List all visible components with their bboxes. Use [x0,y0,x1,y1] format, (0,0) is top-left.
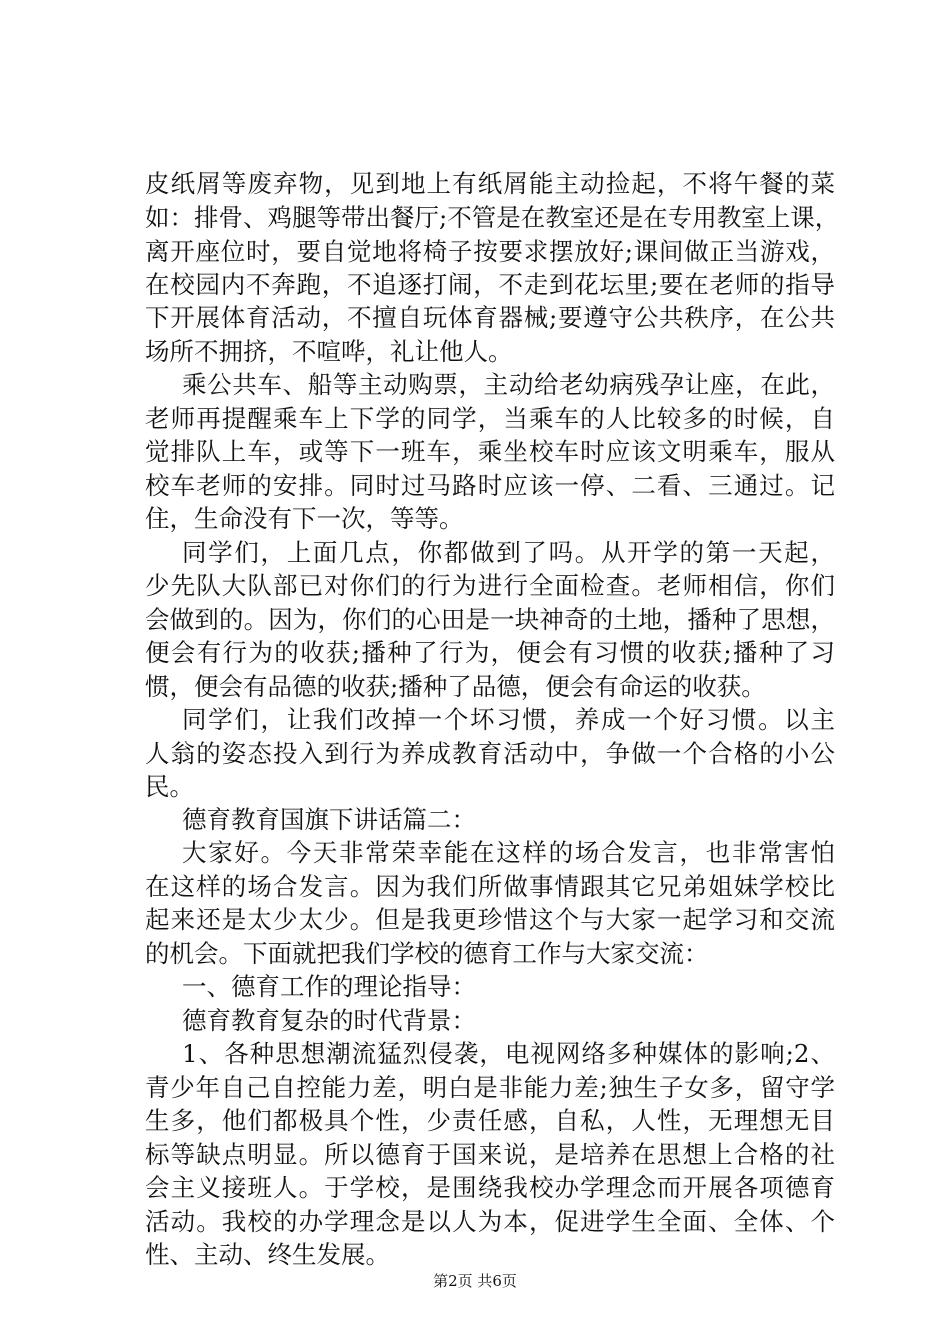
text-line: 的机会。下面就把我们学校的德育工作与大家交流： [145,939,709,968]
text-line: 同学们，让我们改掉一个坏习惯，养成一个好习惯。以主 [182,705,835,734]
text-line: 起来还是太少太少。但是我更珍惜这个与大家一起学习和交流 [145,905,835,934]
text-line: 皮纸屑等废弃物，见到地上有纸屑能主动捡起，不将午餐的菜 [145,169,835,198]
text-line: 老师再提醒乘车上下学的同学，当乘车的人比较多的时候，自 [145,404,835,433]
text-line: 同学们，上面几点，你都做到了吗。从开学的第一天起， [182,538,835,567]
text-line: 活动。我校的办学理念是以人为本，促进学生全面、全体、个 [145,1207,835,1236]
text-line: 场所不拥挤，不喧哗，礼让他人。 [145,337,513,366]
text-line: 便会有行为的收获;播种了行为，便会有习惯的收获;播种了习 [145,638,835,667]
text-line: 乘公共车、船等主动购票，主动给老幼病残孕让座，在此， [182,370,835,399]
text-line: 青少年自己自控能力差，明白是非能力差;独生子女多，留守学 [145,1073,835,1102]
text-line: 会做到的。因为，你们的心田是一块神奇的土地，播种了思想， [145,605,835,634]
text-line: 一、德育工作的理论指导： [182,972,476,1001]
text-line: 性、主动、终生发展。 [145,1240,390,1269]
text-line: 人翁的姿态投入到行为养成教育活动中，争做一个合格的小公 [145,739,835,768]
text-line: 在校园内不奔跑，不追逐打闹，不走到花坛里;要在老师的指导 [145,270,835,299]
text-line: 觉排队上车，或等下一班车，乘坐校车时应该文明乘车，服从 [145,437,835,466]
page-footer: 第2页 共6页 [433,1272,517,1290]
text-line: 少先队大队部已对你们的行为进行全面检查。老师相信，你们 [145,571,835,600]
text-line: 离开座位时，要自觉地将椅子按要求摆放好;课间做正当游戏， [145,237,835,266]
text-line: 标等缺点明显。所以德育于国来说，是培养在思想上合格的社 [145,1140,835,1169]
text-line: 住，生命没有下一次，等等。 [145,504,464,533]
text-line: 如：排骨、鸡腿等带出餐厅;不管是在教室还是在专用教室上课， [145,203,840,232]
text-line: 德育教育国旗下讲话篇二： [182,805,476,834]
text-line: 民。 [145,772,194,801]
text-line: 会主义接班人。于学校，是围绕我校办学理念而开展各项德育 [145,1173,835,1202]
text-line: 惯，便会有品德的收获;播种了品德，便会有命运的收获。 [145,672,766,701]
text-line: 校车老师的安排。同时过马路时应该一停、二看、三通过。记 [145,471,835,500]
text-line: 下开展体育活动，不擅自玩体育器械;要遵守公共秩序，在公共 [145,303,835,332]
text-line: 德育教育复杂的时代背景： [182,1006,476,1035]
text-line: 生多，他们都极具个性，少责任感，自私，人性，无理想无目 [145,1106,835,1135]
text-line: 在这样的场合发言。因为我们所做事情跟其它兄弟姐妹学校比 [145,872,835,901]
text-line: 1、各种思想潮流猛烈侵袭，电视网络多种媒体的影响;2、 [182,1039,835,1068]
text-line: 大家好。今天非常荣幸能在这样的场合发言，也非常害怕 [182,838,835,867]
